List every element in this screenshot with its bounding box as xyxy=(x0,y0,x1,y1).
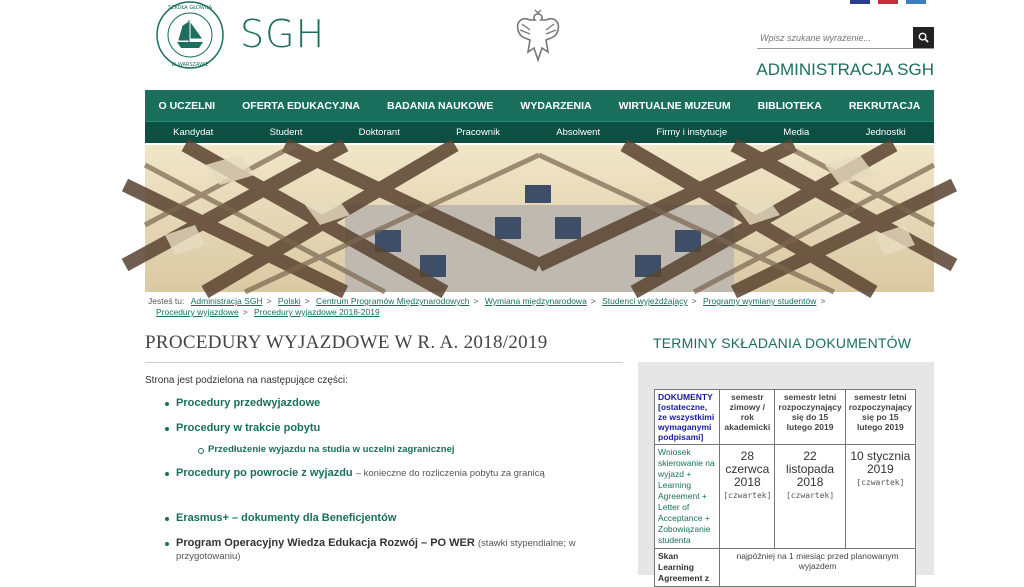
page-title: PROCEDURY WYJAZDOWE W R. A. 2018/2019 xyxy=(145,332,623,363)
list-item xyxy=(165,467,585,480)
flag-icon-other[interactable] xyxy=(906,0,926,4)
deadlines-sidebar xyxy=(638,325,934,583)
toc-link-przedluzenie[interactable]: Przedłużenie wyjazdu na studia w uczelni zagranicznej xyxy=(208,444,455,455)
main-nav-wydarzenia[interactable]: WYDARZENIA xyxy=(520,99,592,112)
table-header: semestr letni rozpoczynający się do 15 lutego 2019 xyxy=(775,390,845,445)
table-cell-date: 22 listopada 2018 [czwartek] xyxy=(775,445,845,549)
sidebar-title: TERMINY SKŁADANIA DOKUMENTÓW xyxy=(638,325,934,362)
table-header: semestr letni rozpoczynający się po 15 lutego 2019 xyxy=(845,390,915,445)
breadcrumb-link[interactable]: Studenci wyjeżdżający xyxy=(602,296,688,306)
main-nav-wirtualne-muzeum[interactable]: WIRTUALNE MUZEUM xyxy=(618,99,731,112)
flag-icon-en[interactable] xyxy=(878,0,898,4)
breadcrumb-link[interactable]: Wymiana międzynarodowa xyxy=(484,296,587,306)
intro-text: Strona jest podzielona na następujące części: xyxy=(145,375,348,386)
list-item xyxy=(165,537,585,563)
table-header: semestr zimowy / rok akademicki xyxy=(720,390,775,445)
table-cell-text: najpóźniej na 1 miesiąc przed planowanym wyjazdem xyxy=(720,549,916,587)
breadcrumb-prefix: Jesteś tu: xyxy=(148,296,185,306)
banner-image xyxy=(145,145,934,292)
search-button[interactable] xyxy=(913,27,934,48)
sub-nav-pracownik[interactable]: Pracownik xyxy=(456,127,500,138)
deadlines-table xyxy=(654,389,916,587)
sub-nav-firmy[interactable]: Firmy i instytucje xyxy=(656,127,728,138)
table-cell-date: 10 stycznia 2019 [czwartek] xyxy=(845,445,915,549)
flag-icon-pl[interactable] xyxy=(850,0,870,4)
table-row xyxy=(655,445,916,549)
breadcrumb-link[interactable]: Programy wymiany studentów xyxy=(703,296,817,306)
svg-text:SZKOŁA GŁÓWNA: SZKOŁA GŁÓWNA xyxy=(167,5,213,11)
main-nav-biblioteka[interactable]: BIBLIOTEKA xyxy=(757,99,822,112)
toc-note: – konieczne do rozliczenia pobytu za granicą xyxy=(355,468,545,479)
search-box xyxy=(757,27,934,49)
sub-nav-kandydat[interactable]: Kandydat xyxy=(173,127,214,138)
toc-list xyxy=(165,397,585,575)
table-cell-label: Skan Learning Agreement z xyxy=(655,549,720,587)
sub-nav-doktorant[interactable]: Doktorant xyxy=(358,127,400,138)
audience-nav xyxy=(145,121,934,143)
breadcrumb-link[interactable]: Procedury wyjazdowe xyxy=(156,307,239,317)
language-flags xyxy=(850,0,926,4)
search-input[interactable] xyxy=(757,27,913,48)
sub-nav-student[interactable]: Student xyxy=(269,127,303,138)
toc-link-po-wer[interactable]: Program Operacyjny Wiedza Edukacja Rozwój – PO WER xyxy=(176,537,475,549)
list-item xyxy=(165,422,585,435)
breadcrumb-current[interactable]: Procedury wyjazdowe 2018-2019 xyxy=(254,307,380,317)
main-nav-o-uczelni[interactable]: O UCZELNI xyxy=(158,99,216,112)
search-icon xyxy=(918,32,929,43)
eagle-emblem-icon xyxy=(512,8,564,66)
list-item xyxy=(165,397,585,410)
main-nav-rekrutacja[interactable]: REKRUTACJA xyxy=(848,99,921,112)
table-cell-label: Wniosek skierowanie na wyjazd + Learning Agreement + Letter of Acceptance + Zobowiązanie studenta xyxy=(655,445,720,549)
breadcrumb-link[interactable]: Polski xyxy=(277,296,301,306)
breadcrumb: Jesteś tu: Administracja SGH > Polski > Centrum Programów Międzynarodowych > Wymiana międzynarodowa > Studenci wyjeżdżający > Programy wymiany studentów > Procedury wyjazdowe > Procedury wyjazdowe 2018-2019 xyxy=(148,296,826,317)
main-nav-badania-naukowe[interactable]: BADANIA NAUKOWE xyxy=(387,99,494,112)
toc-link-przedwyjazdowe[interactable]: Procedury przedwyjazdowe xyxy=(176,397,321,409)
breadcrumb-link[interactable]: Administracja SGH xyxy=(190,296,263,306)
table-cell-date: 28 czerwca 2018 [czwartek] xyxy=(720,445,775,549)
logo-text[interactable]: SGH xyxy=(240,12,326,56)
list-item xyxy=(165,512,585,525)
svg-text:W WARSZAWIE: W WARSZAWIE xyxy=(171,62,209,68)
sgh-seal-logo[interactable] xyxy=(155,0,225,70)
breadcrumb-link[interactable]: Centrum Programów Międzynarodowych xyxy=(315,296,470,306)
toc-link-po-powrocie[interactable]: Procedury po powrocie z wyjazdu xyxy=(176,467,353,479)
sub-nav-jednostki[interactable]: Jednostki xyxy=(865,127,906,138)
main-nav xyxy=(145,90,934,121)
toc-note: (stawki stypendialne; w przygotowaniu) xyxy=(176,538,576,562)
list-subitem xyxy=(165,444,585,455)
table-row xyxy=(655,549,916,587)
main-nav-oferta-edukacyjna[interactable]: OFERTA EDUKACYJNA xyxy=(242,99,360,112)
sub-nav-media[interactable]: Media xyxy=(783,127,810,138)
table-header: DOKUMENTY [ostateczne, ze wszystkimi wymaganymi podpisami] xyxy=(655,390,720,445)
sub-nav-absolwent[interactable]: Absolwent xyxy=(556,127,601,138)
toc-link-w-trakcie[interactable]: Procedury w trakcie pobytu xyxy=(176,422,321,434)
site-title[interactable]: ADMINISTRACJA SGH xyxy=(756,60,934,79)
toc-link-erasmus[interactable]: Erasmus+ – dokumenty dla Beneficjentów xyxy=(176,512,397,524)
table-header-row xyxy=(655,390,916,445)
